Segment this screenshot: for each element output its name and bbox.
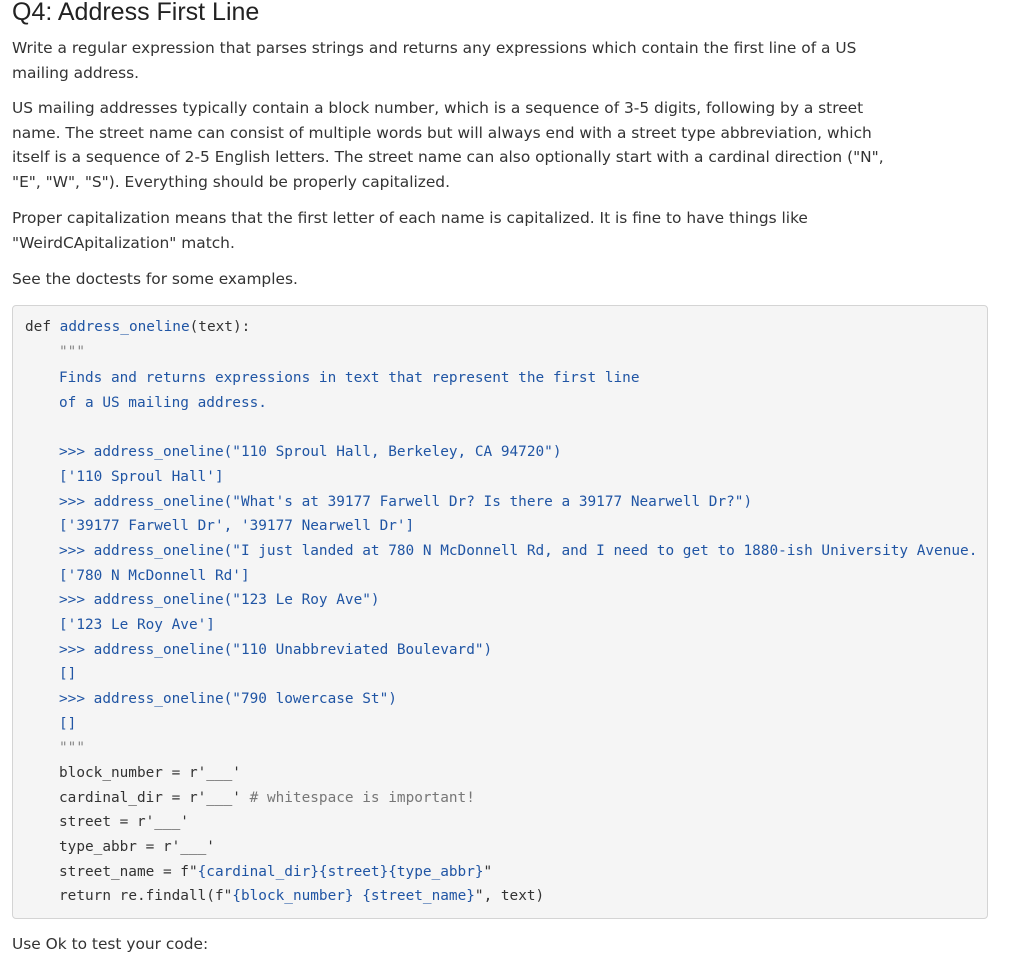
address-description-paragraph <box>12 96 1002 195</box>
paragraph-line: itself is a sequence of 2-5 English letters. The street name can also optionally start with a cardinal direction ("N", <box>12 148 884 167</box>
doctest-call <box>59 490 752 515</box>
paragraph-line: name. The street name can consist of multiple words but will always end with a street type abbreviation, which <box>12 123 872 142</box>
doctest-call-text: address_oneline("123 Le Roy Ave") <box>93 592 380 608</box>
paragraph-line: mailing address. <box>12 63 140 82</box>
doctest-prompt: >>> <box>59 494 94 510</box>
doctest-call <box>59 539 977 564</box>
code-line-cardinal-dir <box>59 786 475 811</box>
variable-assignment: block_number = <box>59 765 189 781</box>
fstring-space <box>354 888 363 904</box>
def-keyword: def <box>25 319 60 335</box>
docstring-line: Finds and returns expressions in text that represent the first line <box>59 370 640 386</box>
code-line-def <box>25 315 250 340</box>
docstring-line: of a US mailing address. <box>59 395 267 411</box>
doctest-prompt: >>> <box>59 592 94 608</box>
variable-assignment: cardinal_dir = <box>59 790 189 806</box>
doctest-call <box>59 588 380 613</box>
paragraph-line: US mailing addresses typically contain a block number, which is a sequence of 3-5 digits, following by a street <box>12 99 864 117</box>
doctest-result: [] <box>59 716 77 732</box>
code-line-type-abbr <box>59 835 215 860</box>
paragraph-line: "WeirdCApitalization" match. <box>12 233 235 252</box>
doctest-call-text: address_oneline("What's at 39177 Farwell Dr? Is there a 39177 Nearwell Dr?") <box>93 494 753 510</box>
regex-blank: r'___' <box>136 814 189 830</box>
regex-blank: r'___' <box>188 765 241 781</box>
findall-call: re.findall(f" <box>119 888 233 904</box>
code-line-street <box>59 810 189 835</box>
code-line-return <box>59 884 544 909</box>
paragraph-line: See the doctests for some examples. <box>12 270 298 288</box>
doctest-prompt: >>> <box>59 642 94 658</box>
fstring-interpolation: {cardinal_dir}{street}{type_abbr} <box>197 864 484 880</box>
doctest-call-text: address_oneline("110 Sproul Hall, Berkeley, CA 94720") <box>93 444 562 460</box>
doctest-result: ['110 Sproul Hall'] <box>59 469 224 485</box>
regex-blank: r'___' <box>188 790 241 806</box>
doctest-call <box>59 687 397 712</box>
code-block <box>12 305 988 919</box>
variable-assignment: street_name = f" <box>59 864 198 880</box>
page-title: Q4: Address First Line <box>12 0 260 26</box>
code-comment: # whitespace is important! <box>240 790 475 806</box>
docstring-close: """ <box>59 740 85 756</box>
doctest-call-text: address_oneline("110 Unabbreviated Boulevard") <box>93 642 493 658</box>
doctest-result: ['780 N McDonnell Rd'] <box>59 568 250 584</box>
doctest-result: ['39177 Farwell Dr', '39177 Nearwell Dr'] <box>59 518 415 534</box>
doctest-call-text: address_oneline("I just landed at 780 N McDonnell Rd, and I need to get to 1880-ish University Avenue. <box>93 543 978 559</box>
doctest-call <box>59 638 492 663</box>
fstring-interpolation: {block_number} <box>232 888 354 904</box>
paragraph-line: Write a regular expression that parses strings and returns any expressions which contain the first line of a US <box>12 39 857 57</box>
capitalization-paragraph <box>12 206 1002 255</box>
findall-call-end: ", text) <box>474 888 545 904</box>
variable-assignment: type_abbr = <box>59 839 163 855</box>
doctest-prompt: >>> <box>59 444 94 460</box>
variable-assignment: street = <box>59 814 137 830</box>
doctest-prompt: >>> <box>59 543 94 559</box>
doctest-call <box>59 440 562 465</box>
function-signature: (text): <box>189 319 251 335</box>
docstring-open: """ <box>59 344 85 360</box>
doctest-call-text: address_oneline("790 lowercase St") <box>93 691 397 707</box>
code-line-block-number <box>59 761 241 786</box>
paragraph-line: Proper capitalization means that the first letter of each name is capitalized. It is fine to have things like <box>12 209 808 227</box>
regex-blank: r'___' <box>162 839 215 855</box>
intro-paragraph <box>12 36 1002 85</box>
code-line-street-name <box>59 860 492 885</box>
doctests-hint-paragraph <box>12 267 1002 292</box>
paragraph-line: "E", "W", "S"). Everything should be properly capitalized. <box>12 173 450 192</box>
doctest-result: ['123 Le Roy Ave'] <box>59 617 215 633</box>
doctest-prompt: >>> <box>59 691 94 707</box>
ok-instruction: Use Ok to test your code: <box>12 935 209 953</box>
fstring-interpolation: {street_name} <box>362 888 475 904</box>
fstring-end: " <box>483 864 493 880</box>
return-keyword: return <box>59 888 120 904</box>
function-name: address_oneline <box>59 319 190 335</box>
doctest-result: [] <box>59 666 77 682</box>
